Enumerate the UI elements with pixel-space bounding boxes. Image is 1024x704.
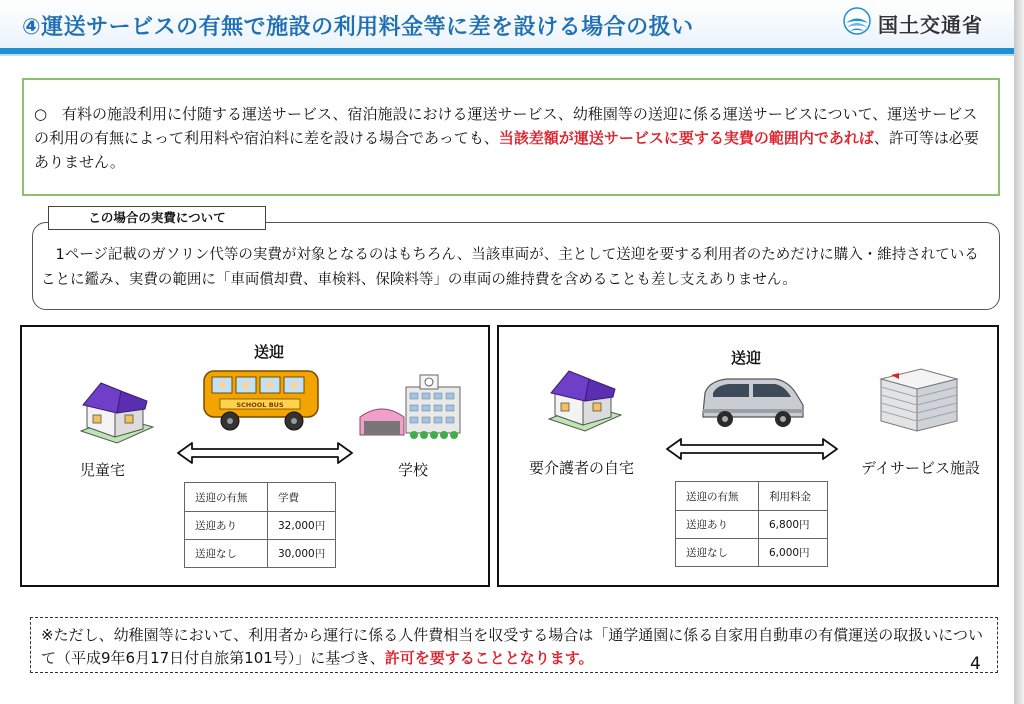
- footnote-text-main: ※ただし、幼稚園等において、利用者から運行に係る人件費相当を収受する場合は「通学通園に係る自家用自動車の有償運送の取扱いについて（平成9年6月17日付自旅第101号）」に基づき、: [41, 626, 983, 667]
- intro-text-main: 有料の施設利用に付随する運送サービス、宿泊施設における運送サービス、幼稚園等の送迎に係る運送サービスについて、運送サービスの利用の有無によって利用料や宿泊料に差を設ける場合であっても、: [34, 105, 978, 147]
- ministry-logo: [842, 4, 1012, 42]
- table-row: [185, 483, 336, 512]
- intro-box: [22, 78, 1000, 196]
- logo-text: 国土交通省: [878, 13, 983, 37]
- fee-table: [184, 482, 336, 568]
- header-rule-light: [0, 54, 1014, 56]
- table-cell: 送迎なし: [185, 540, 268, 568]
- table-row: [676, 539, 828, 567]
- intro-text-emphasis: 当該差額が運送サービスに要する実費の範囲内であれば: [498, 129, 874, 147]
- destination-label: デイサービス施設: [861, 459, 980, 477]
- table-header-cell: 送迎の有無: [676, 482, 759, 511]
- school-bus-icon: [200, 367, 324, 433]
- table-row: [185, 540, 336, 568]
- table-header-cell: 送迎の有無: [185, 483, 268, 512]
- table-cell: 30,000円: [268, 540, 336, 568]
- note-label: この場合の実費について: [48, 206, 266, 230]
- transport-label: 送迎: [731, 349, 762, 367]
- intro-text: [34, 102, 989, 174]
- school-example-panel: [20, 325, 490, 587]
- table-cell: 32,000円: [268, 512, 336, 540]
- care-example-panel: [497, 325, 999, 587]
- table-cell: 送迎なし: [676, 539, 759, 567]
- intro-bullet: ○: [34, 105, 48, 123]
- table-cell: 6,000円: [759, 539, 828, 567]
- house-icon: [545, 367, 625, 433]
- viewer-edge: [1014, 0, 1024, 704]
- table-header-cell: 利用料金: [759, 482, 828, 511]
- note-text: 1ページ記載のガソリン代等の実費が対象となるのはもちろん、当該車両が、主として送迎を要する利用者のためだけに購入・維持されていることに鑑み、実費の範囲に「車両償却費、車検料、保険料等」の車両の維持費を含めることも差し支えありません。: [41, 247, 979, 288]
- table-row: [676, 482, 828, 511]
- school-building-icon: [358, 373, 466, 441]
- van-icon: [697, 373, 809, 431]
- transport-label: 送迎: [254, 343, 285, 361]
- double-arrow-icon: [665, 437, 839, 461]
- footnote-text: [41, 624, 991, 670]
- origin-label: 児童宅: [80, 461, 126, 479]
- mlit-emblem-icon: [842, 6, 872, 36]
- double-arrow-icon: [176, 441, 354, 465]
- table-cell: 送迎あり: [676, 511, 759, 539]
- page-title: ④運送サービスの有無で施設の利用料金等に差を設ける場合の扱い: [22, 15, 694, 40]
- intro-text-end: 、許可等は必要ありません。: [34, 129, 979, 171]
- table-cell: 送迎あり: [185, 512, 268, 540]
- header: [0, 0, 1014, 48]
- origin-label: 要介護者の自宅: [529, 459, 635, 477]
- fee-table: [675, 481, 828, 567]
- footnote-text-emphasis: 許可を要することとなります。: [384, 649, 594, 667]
- bus-text: SCHOOL BUS: [236, 401, 284, 409]
- facility-building-icon: [877, 365, 961, 435]
- table-row: [185, 512, 336, 540]
- page-number: 4: [970, 654, 981, 674]
- table-header-cell: 学費: [268, 483, 336, 512]
- destination-label: 学校: [398, 461, 429, 479]
- footnote-box: [30, 617, 998, 673]
- table-row: [676, 511, 828, 539]
- house-icon: [77, 379, 157, 445]
- table-cell: 6,800円: [759, 511, 828, 539]
- note-box: [32, 222, 1000, 310]
